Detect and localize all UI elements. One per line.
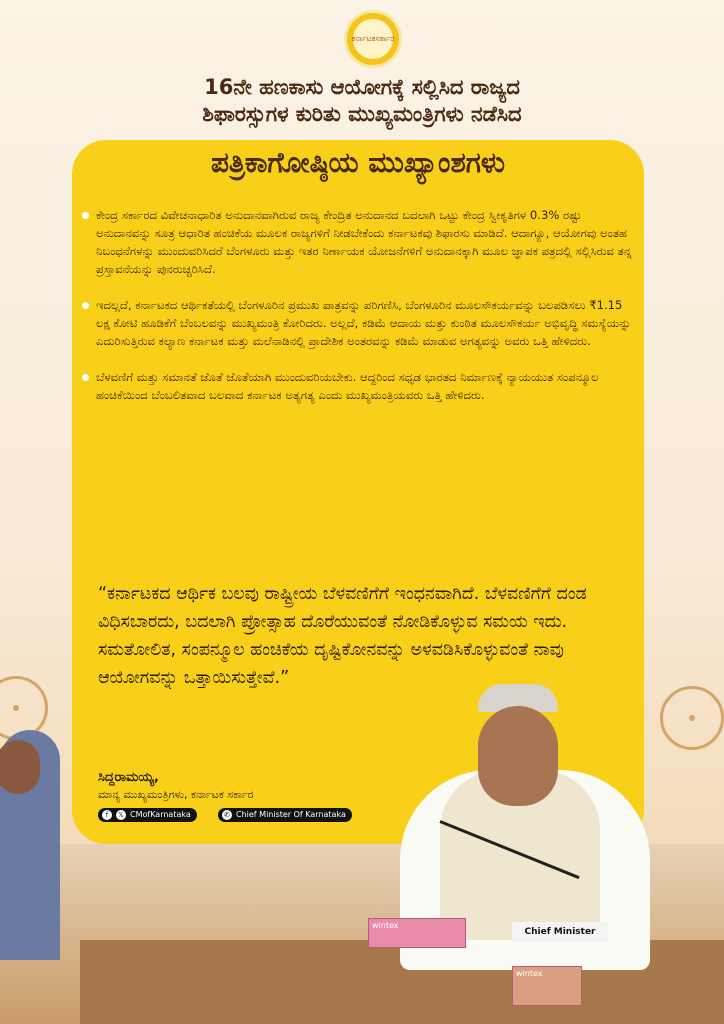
tissue-brand-label-2: wintex (516, 969, 543, 978)
headline (60, 74, 664, 128)
whatsapp-channel-label: Chief Minister Of Karnataka (236, 810, 346, 819)
highlight-item: ಕೇಂದ್ರ ಸರ್ಕಾರದ ವಿವೇಚನಾಧಾರಿತ ಅನುದಾನವಾಗಿರುವ ರಾಜ್ಯ ಕೇಂದ್ರಿತ ಅನುದಾನದ ಬದಲಾಗಿ ಒಟ್ಟು ಕೇಂದ್ರ ಸ್ವೀಕೃತಿಗಳ 0.3% ರಷ್ಟು ಅನುದಾನವನ್ನು ಸೂತ್ರ ಆಧಾರಿತ ಹಂಚಿಕೆಯ ಮೂಲಕ ರಾಜ್ಯಗಳಿಗೆ ನೀಡಬೇಕೆಂದು ಕರ್ನಾಟಕವು ಶಿಫಾರಸು ಮಾಡಿದೆ. ಆದಾಗ್ಯೂ, ಆಯೋಗವು ಅಂತಹ ನಿಬಂಧನೆಗಳನ್ನು ಮುಂದುವರಿಸಿದರೆ ಬೆಂಗಳೂರು ಮತ್ತು ಇತರ ನಿರ್ಣಾಯಕ ಯೋಜನೆಗಳಿಗೆ ಅನುದಾನಕ್ಕಾಗಿ ಮೂಲ ಜ್ಞಾಪಕ ಪತ್ರದಲ್ಲಿ ಸಲ್ಲಿಸಿರುವ ತನ್ನ ಪ್ರಸ್ತಾವನೆಯನ್ನು ಪುನರುಚ್ಚರಿಸಿದೆ. (80, 206, 632, 278)
tissue-box-2 (512, 966, 582, 1006)
tissue-brand-label: wintex (372, 921, 399, 930)
emblem-seal (353, 19, 393, 59)
highlight-item: ಬೆಳವಣಿಗೆ ಮತ್ತು ಸಮಾನತೆ ಜೊತೆ ಜೊತೆಯಾಗಿ ಮುಂದುವರಿಯಬೇಕು. ಆದ್ದರಿಂದ ಸಧೃಡ ಭಾರತದ ನಿರ್ಮಾಣಕ್ಕೆ ನ್ಯಾಯಯುತ ಸಂಪನ್ಮೂಲ ಹಂಚಿಕೆಯಿಂದ ಬೆಂಬಲಿತವಾದ ಬಲವಾದ ಕರ್ನಾಟಕ ಅತ್ಯಗತ್ಯ ಎಂದು ಮುಖ್ಯಮಂತ್ರಿಯವರು ಒತ್ತಿ ಹೇಳಿದರು. (80, 368, 632, 404)
signature-name: ಸಿದ್ದರಾಮಯ್ಯ, (98, 770, 159, 785)
chief-minister-nameplate: Chief Minister (512, 922, 608, 942)
tissue-box (368, 918, 466, 948)
attendee-left-head (0, 740, 40, 794)
chief-minister-head (478, 706, 558, 806)
whatsapp-channel-badge[interactable] (218, 808, 352, 822)
social-handle-badge[interactable] (98, 808, 197, 822)
emblem-label-top: ಕರ್ನಾಟಕ (351, 34, 376, 43)
highlights-list (80, 206, 632, 422)
headline-line-1: 16ನೇ ಹಣಕಾಸು ಆಯೋಗಕ್ಕೆ ಸಲ್ಲಿಸಿದ ರಾಜ್ಯದ (204, 75, 520, 99)
cm-quote: “ಕರ್ನಾಟಕದ ಆರ್ಥಿಕ ಬಲವು ರಾಷ್ಟ್ರೀಯ ಬೆಳವಣಿಗೆಗೆ ಇಂಧನವಾಗಿದೆ. ಬೆಳವಣಿಗೆಗೆ ದಂಡ ವಿಧಿಸಬಾರದು, ಬದಲಾಗಿ ಪ್ರೋತ್ಸಾಹ ದೊರೆಯುವಂತೆ ನೋಡಿಕೊಳ್ಳುವ ಸಮಯ ಇದು. ಸಮತೋಲಿತ, ಸಂಪನ್ಮೂಲ ಹಂಚಿಕೆಯ ದೃಷ್ಟಿಕೋನವನ್ನು ಅಳವಡಿಸಿಕೊಳ್ಳುವಂತೆ ನಾವು ಆಯೋಗವನ್ನು ಒತ್ತಾಯಿಸುತ್ತೇವೆ.” (98, 584, 587, 688)
emblem-label-bottom: ಸರ್ಕಾರ (375, 34, 395, 43)
signature-title: ಮಾನ್ಯ ಮುಖ್ಯಮಂತ್ರಿಗಳು, ಕರ್ನಾಟಕ ಸರ್ಕಾರ (98, 788, 254, 801)
x-icon: 𝕏 (116, 810, 126, 820)
karnataka-emblem (344, 10, 402, 68)
facebook-icon: f (102, 810, 112, 820)
card-title: ಪತ್ರಿಕಾಗೋಷ್ಠಿಯ ಮುಖ್ಯಾಂಶಗಳು (210, 146, 506, 179)
social-handle-label: CMofKarnataka (130, 810, 191, 819)
highlight-item: ಇದಲ್ಲದೆ, ಕರ್ನಾಟಕದ ಆರ್ಥಿಕತೆಯಲ್ಲಿ ಬೆಂಗಳೂರಿನ ಪ್ರಮುಖ ಪಾತ್ರವನ್ನು ಪರಿಗಣಿಸಿ, ಬೆಂಗಳೂರಿನ ಮೂಲಸೌಕರ್ಯವನ್ನು ಬಲಪಡಿಸಲು ₹1.15 ಲಕ್ಷ ಕೋಟಿ ಹೂಡಿಕೆಗೆ ಬೆಂಬಲವನ್ನು ಮುಖ್ಯಮಂತ್ರಿ ಕೋರಿದರು. ಅಲ್ಲದೆ, ಕಡಿಮೆ ಆದಾಯ ಮತ್ತು ಕುಂಠಿತ ಮೂಲಸೌಕರ್ಯ ಅಭಿವೃದ್ಧಿ ಸಮಸ್ಯೆಯನ್ನು ಎದುರಿಸುತ್ತಿರುವ ಕಲ್ಯಾಣ ಕರ್ನಾಟಕ ಮತ್ತು ಮಲೆನಾಡಿನಲ್ಲಿ ಪ್ರಾದೇಶಿಕ ಅಂತರವನ್ನು ಕಡಿಮೆ ಮಾಡುವ ಅಗತ್ಯವನ್ನು ಅವರು ಒತ್ತಿ ಹೇಳಿದರು. (80, 296, 632, 350)
ashoka-chakra-decoration-right (660, 686, 724, 750)
headline-line-2: ಶಿಫಾರಸ್ಸುಗಳ ಕುರಿತು ಮುಖ್ಯಮಂತ್ರಿಗಳು ನಡೆಸಿದ (202, 102, 522, 126)
whatsapp-icon: ✆ (222, 810, 232, 820)
